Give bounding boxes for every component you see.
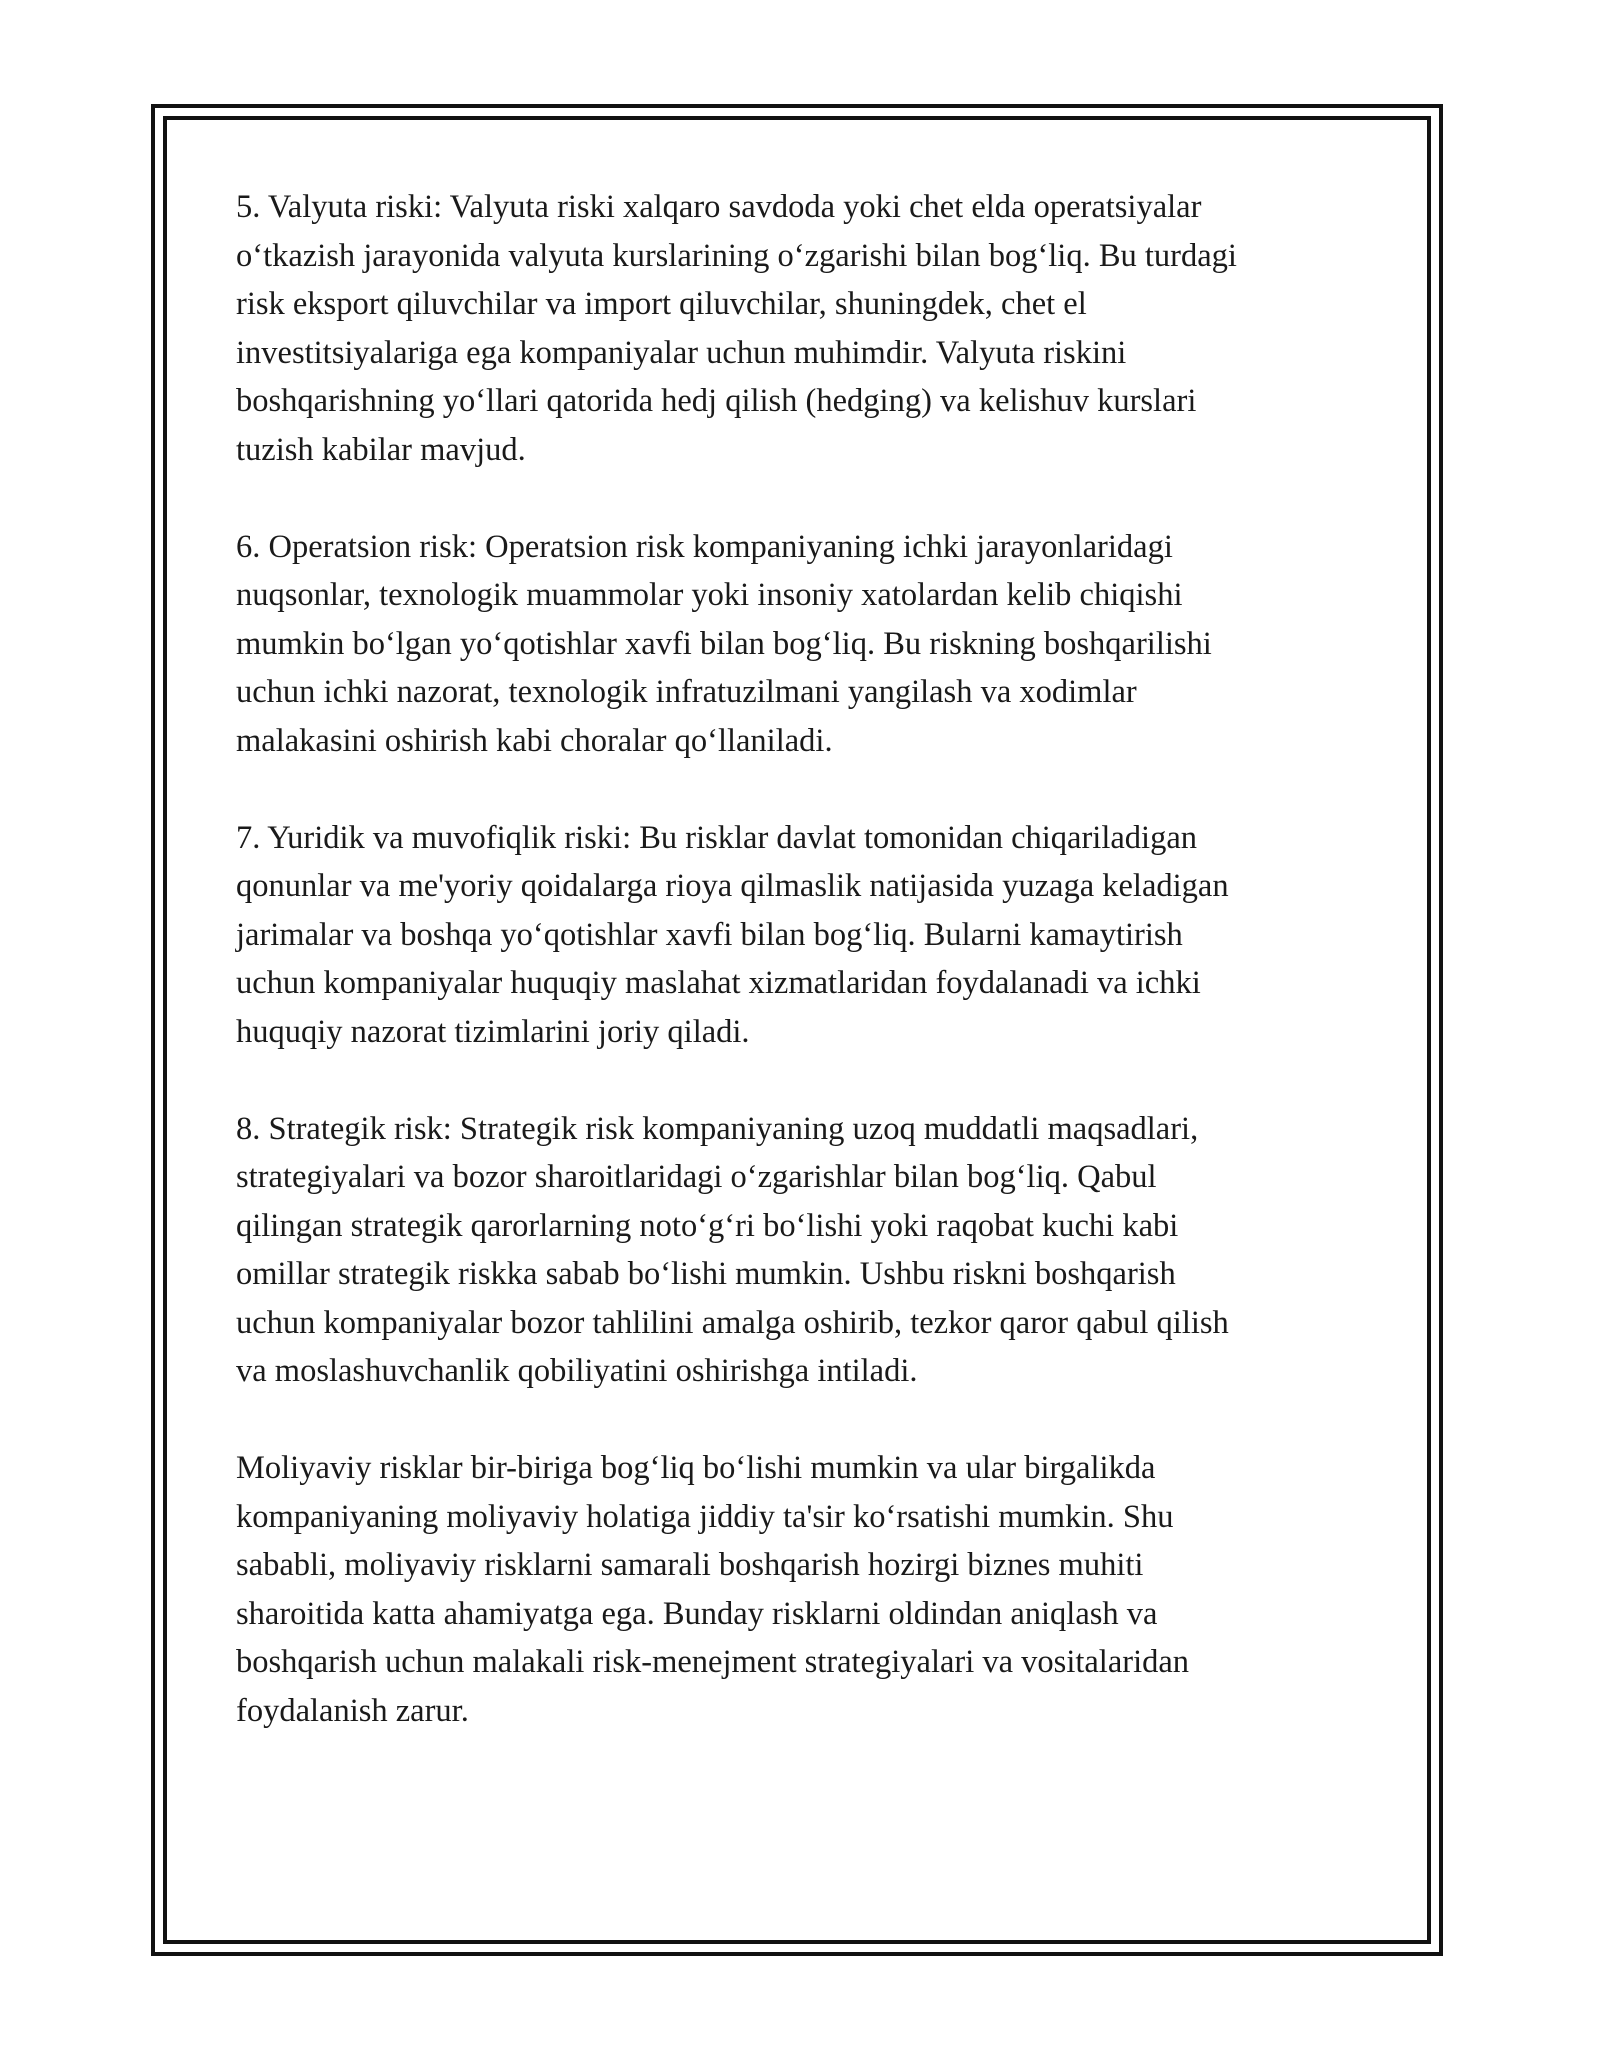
document-body: [236, 183, 1366, 1784]
paragraph-conclusion: Moliyaviy risklar bir-biriga bog‘liq bo‘lishi mumkin va ular birgalikda kompaniyaning moliyaviy holatiga jiddiy ta'sir ko‘rsatishi mumkin. Shu sababli, moliyaviy risklarni samarali boshqarish hozirgi biznes muhiti sharoitida katta ahamiyatga ega. Bunday risklarni oldindan aniqlash va boshqarish uchun malakali risk-menejment strategiyalari va vositalaridan foydalanish zarur.: [236, 1450, 1190, 1729]
paragraph-operational-risk: 6. Operatsion risk: Operatsion risk kompaniyaning ichki jarayonlaridagi nuqsonlar, texnologik muammolar yoki insoniy xatolardan kelib chiqishi mumkin bo‘lgan yo‘qotishlar xavfi bilan bog‘liq. Bu riskning boshqarilishi uchun ichki nazorat, texnologik infratuzilmani yangilash va xodimlar malakasini oshirish kabi choralar qo‘llaniladi.: [236, 528, 1212, 759]
paragraph-legal-compliance-risk: 7. Yuridik va muvofiqlik riski: Bu risklar davlat tomonidan chiqariladigan qonunlar va me'yoriy qoidalarga rioya qilmaslik natijasida yuzaga keladigan jarimalar va boshqa yo‘qotishlar xavfi bilan bog‘liq. Bularni kamaytirish uchun kompaniyalar huquqiy maslahat xizmatlaridan foydalanadi va ichki huquqiy nazorat tizimlarini joriy qiladi.: [236, 819, 1229, 1050]
paragraph-currency-risk: 5. Valyuta riski: Valyuta riski xalqaro savdoda yoki chet elda operatsiyalar o‘tkazish jarayonida valyuta kurslarining o‘zgarishi bilan bog‘liq. Bu turdagi risk eksport qiluvchilar va import qiluvchilar, shuningdek, chet el investitsiyalariga ega kompaniyalar uchun muhimdir. Valyuta riskini boshqarishning yo‘llari qatorida hedj qilish (hedging) va kelishuv kurslari tuzish kabilar mavjud.: [236, 189, 1237, 468]
paragraph-strategic-risk: 8. Strategik risk: Strategik risk kompaniyaning uzoq muddatli maqsadlari, strategiyalari va bozor sharoitlaridagi o‘zgarishlar bilan bog‘liq. Qabul qilingan strategik qarorlarning noto‘g‘ri bo‘lishi yoki raqobat kuchi kabi omillar strategik riskka sabab bo‘lishi mumkin. Ushbu riskni boshqarish uchun kompaniyalar bozor tahlilini amalga oshirib, tezkor qaror qabul qilish va moslashuvchanlik qobiliyatini oshirishga intiladi.: [236, 1110, 1229, 1389]
